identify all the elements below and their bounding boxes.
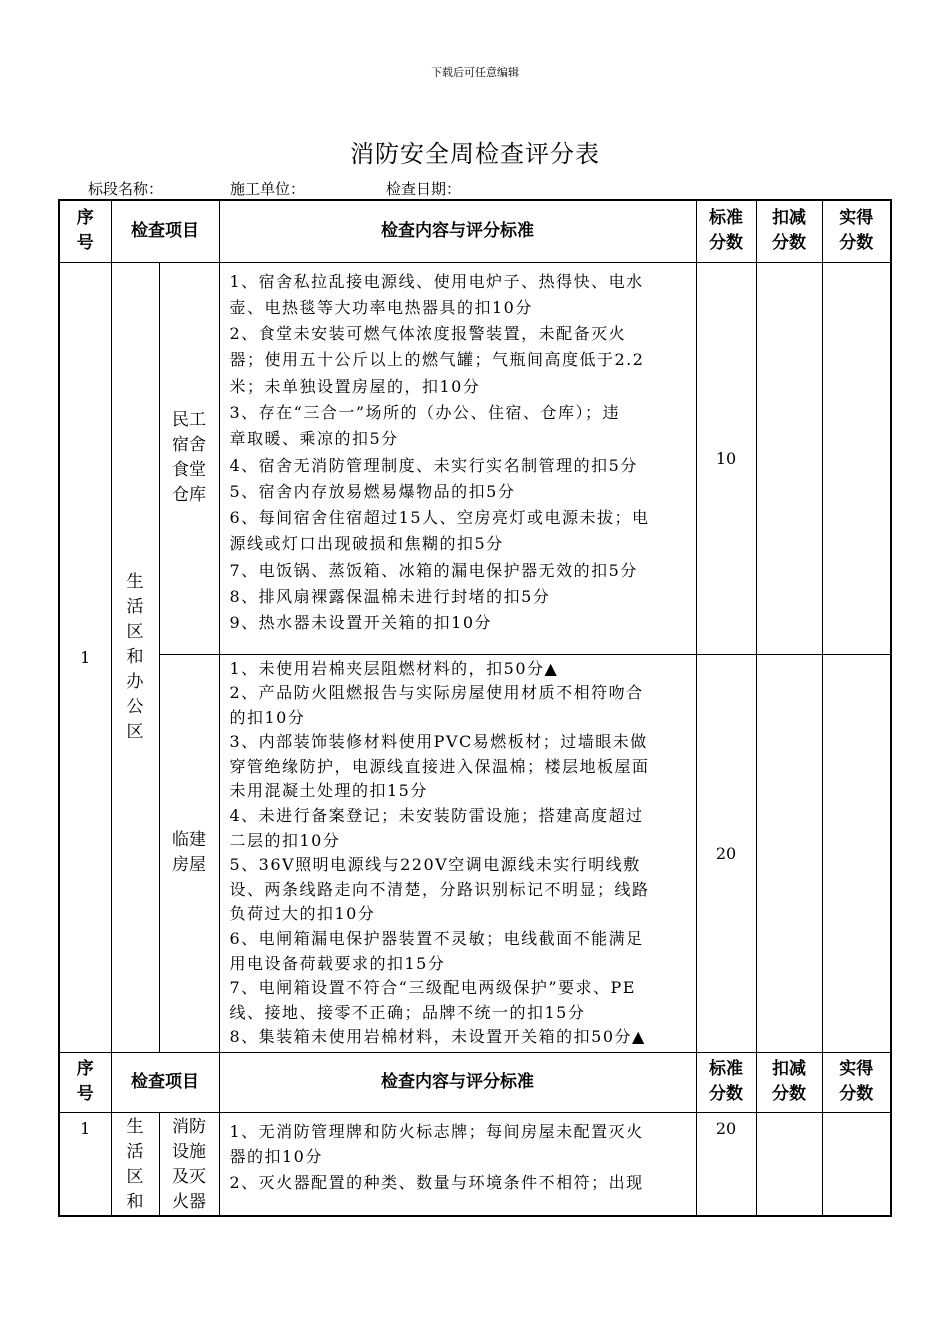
deduct-score-dormitory[interactable] <box>756 262 822 654</box>
standard-score-fire-facilities: 20 <box>696 1112 756 1216</box>
row-seq: 1 <box>59 1112 111 1216</box>
actual-score-fire-facilities[interactable] <box>822 1112 891 1216</box>
header-actual-score: 实得 分数 <box>822 200 891 262</box>
sub-item-fire-facilities: 消防 设施 及灭 火器 <box>159 1112 219 1216</box>
table-header-row <box>59 200 891 262</box>
header-standard-score: 标准 分数 <box>696 200 756 262</box>
sub-item-temporary-housing: 临建 房屋 <box>159 654 219 1052</box>
row-seq: 1 <box>59 262 111 1052</box>
table-row <box>59 654 891 1052</box>
score-table <box>58 199 892 1217</box>
criteria-temporary-housing: 1、未使用岩棉夹层阻燃材料的，扣50分▲ 2、产品防火阻燃报告与实际房屋使用材质不相符吻合 的扣10分 3、内部装饰装修材料使用PVC易燃板材；过墙眼未做 穿管绝缘防护，电源线直接进入保温棉；楼层地板屋面 未用混凝土处理的扣15分 4、未进行备案登记；未安装防雷设施；搭建高度超过 二层的扣10分 5、36V照明电源线与220V空调电源线未实行明线敷 设、两条线路走向不清楚，分路识别标记不明显；线路 负荷过大的扣10分 6、电闸箱漏电保护器装置不灵敏；电线截面不能满足 用电设备荷载要求的扣15分 7、电闸箱设置不符合“三级配电两级保护”要求、PE 线、接地、接零不正确；品牌不统一的扣15分 8、集装箱未使用岩棉材料，未设置开关箱的扣50分▲ <box>219 654 696 1052</box>
table-header-row-repeat <box>59 1052 891 1112</box>
criteria-dormitory: 1、宿舍私拉乱接电源线、使用电炉子、热得快、电水 壶、电热毯等大功率电热器具的扣10分 2、食堂未安装可燃气体浓度报警装置，未配备灭火 器；使用五十公斤以上的燃气罐；气瓶间高度低于2.2 米；未单独设置房屋的，扣10分 3、存在“三合一”场所的（办公、住宿、仓库）；违 章取暖、乘凉的扣5分 4、宿舍无消防管理制度、未实行实名制管理的扣5分 5、宿舍内存放易燃易爆物品的扣5分 6、每间宿舍住宿超过15人、空房亮灯或电源未拔；电 源线或灯口出现破损和焦糊的扣5分 7、电饭锅、蒸饭箱、冰箱的漏电保护器无效的扣5分 8、排风扇裸露保温棉未进行封堵的扣5分 9、热水器未设置开关箱的扣10分 <box>219 262 696 654</box>
actual-score-temporary-housing[interactable] <box>822 654 891 1052</box>
page-title: 消防安全周检查评分表 <box>350 140 600 168</box>
standard-score-temporary-housing: 20 <box>696 654 756 1052</box>
header-content: 检查内容与评分标准 <box>219 1052 696 1112</box>
table-row <box>59 262 891 654</box>
construction-unit-label: 施工单位： <box>230 180 306 198</box>
deduct-score-fire-facilities[interactable] <box>756 1112 822 1216</box>
deduct-score-temporary-housing[interactable] <box>756 654 822 1052</box>
header-item: 检查项目 <box>111 200 219 262</box>
section-name-label: 标段名称： <box>88 180 164 198</box>
inspection-date-label: 检查日期： <box>386 180 462 198</box>
header-standard-score: 标准 分数 <box>696 1052 756 1112</box>
sub-item-dormitory: 民工 宿舍 食堂 仓库 <box>159 262 219 654</box>
area-label: 生 活 区 和 办 公 区 <box>111 262 159 1052</box>
header-content: 检查内容与评分标准 <box>219 200 696 262</box>
header-item: 检查项目 <box>111 1052 219 1112</box>
header-deduct-score: 扣减 分数 <box>756 1052 822 1112</box>
header-actual-score: 实得 分数 <box>822 1052 891 1112</box>
header-seq: 序 号 <box>59 200 111 262</box>
standard-score-dormitory: 10 <box>696 262 756 654</box>
criteria-fire-facilities: 1、无消防管理牌和防火标志牌；每间房屋未配置灭火 器的扣10分 2、灭火器配置的种类、数量与环境条件不相符；出现 <box>219 1112 696 1216</box>
area-label: 生 活 区 和 <box>111 1112 159 1216</box>
actual-score-dormitory[interactable] <box>822 262 891 654</box>
header-deduct-score: 扣减 分数 <box>756 200 822 262</box>
header-seq: 序 号 <box>59 1052 111 1112</box>
top-note: 下载后可任意编辑 <box>431 66 519 79</box>
table-row <box>59 1112 891 1216</box>
